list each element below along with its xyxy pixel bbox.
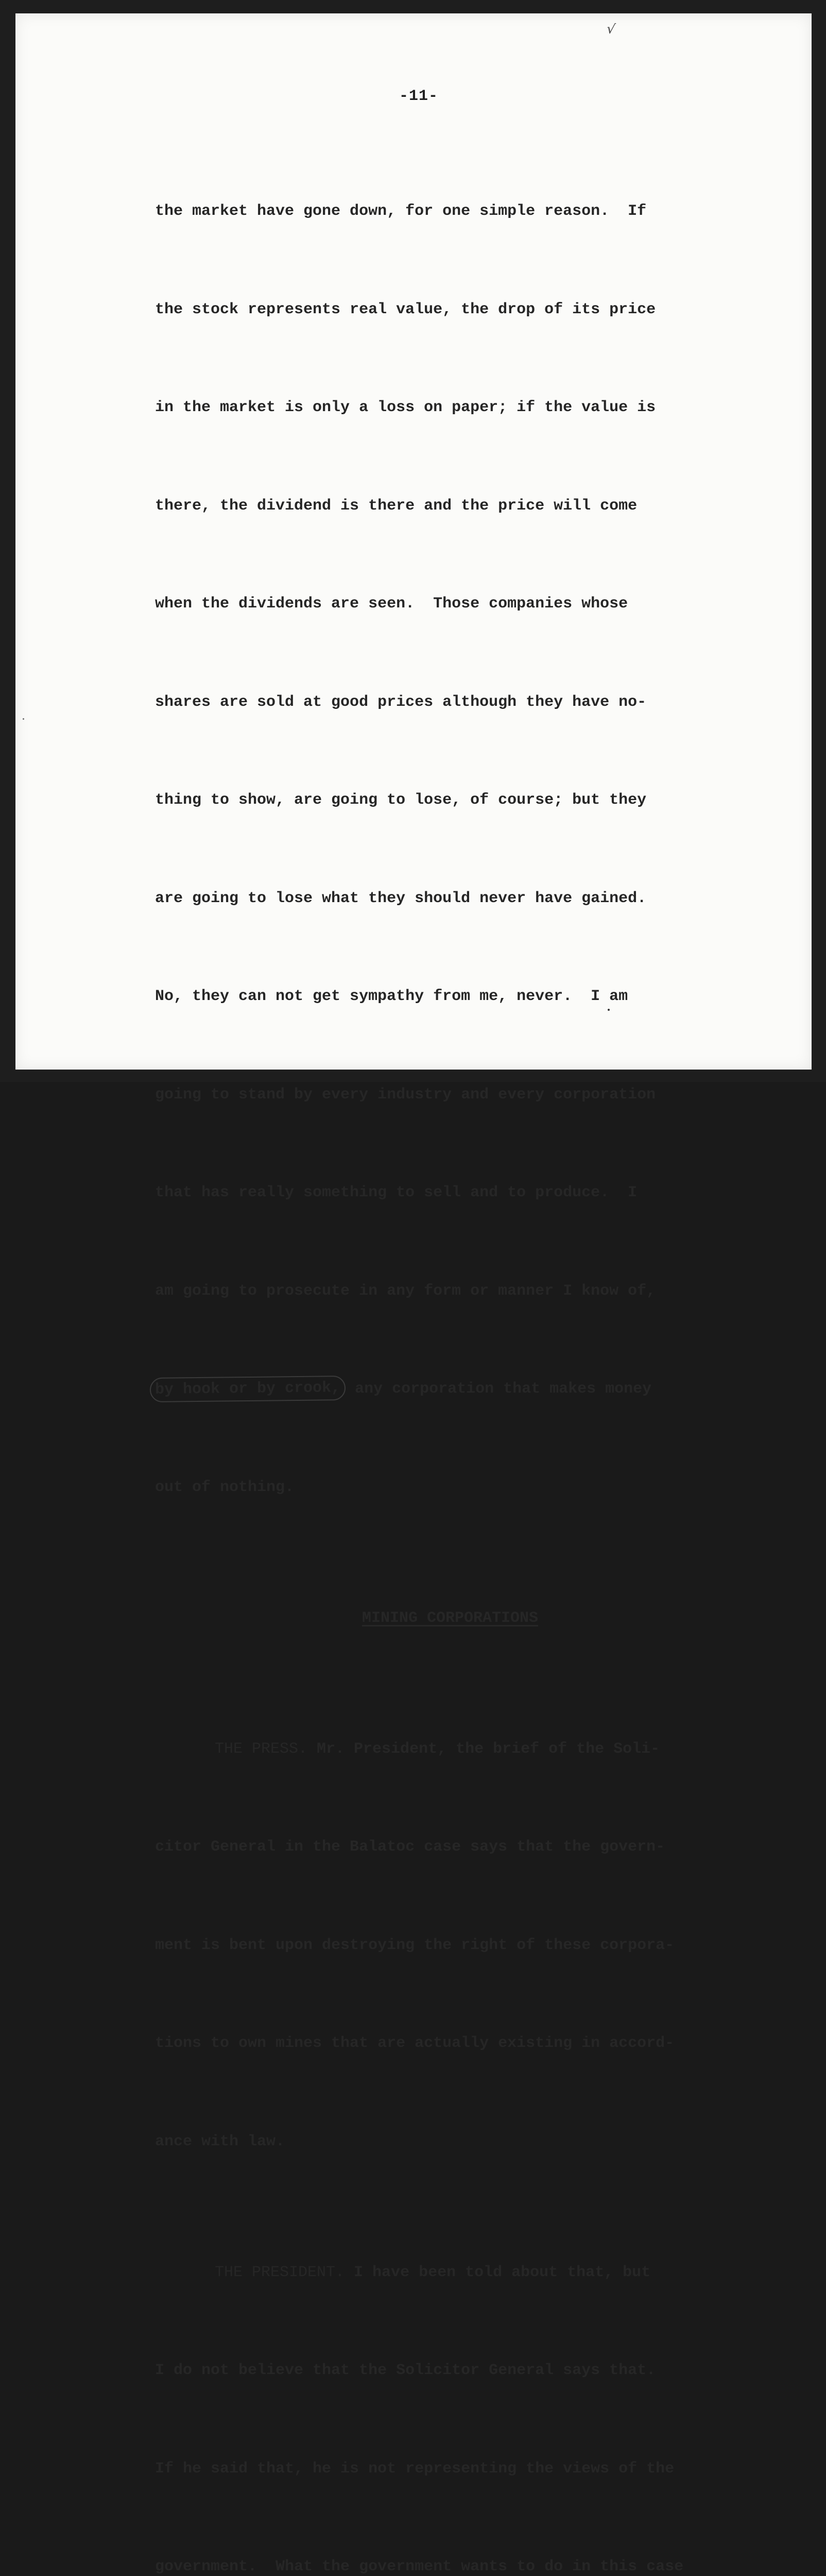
circled-phrase: by hook or by crook,: [150, 1376, 346, 1402]
text-line: that has really something to sell and to produce. I: [155, 1184, 638, 1201]
text-line: am going to prosecute in any form or manner I know of,: [155, 1282, 656, 1300]
text-line: shares are sold at good prices although they have no-: [155, 693, 647, 711]
text-line: tions to own mines that are actually existing in accord-: [155, 2035, 675, 2052]
text-fragment: any corporation that makes money: [346, 1380, 652, 1398]
text-fragment: Mr. President, the brief of the Soli-: [307, 1740, 660, 1758]
text-line: I do not believe that the Solicitor General says that.: [155, 2362, 656, 2379]
text-line: No, they can not get sympathy from me, never. I am: [155, 988, 628, 1005]
text-line: If he said that, he is not representing the views of the: [155, 2460, 675, 2478]
speaker-line: [155, 2257, 752, 2290]
speaker-label: THE PRESS.: [215, 1740, 308, 1758]
page-number: -11-: [399, 88, 439, 105]
text-line: there, the dividend is there and the price will come: [155, 497, 638, 515]
speaker-line: [155, 1733, 752, 1766]
text-line: going to stand by every industry and every corporation: [155, 1086, 656, 1104]
text-line: ance with law.: [155, 2132, 285, 2150]
text-fragment: I have been told about that, but: [345, 2263, 651, 2281]
text-line: citor General in the Balatoc case says that the govern-: [155, 1838, 665, 1856]
ink-speck: [608, 1009, 610, 1011]
text-line: government. What the government wants to do in this case: [155, 2558, 684, 2575]
transcript-body: [155, 130, 752, 2576]
text-line: when the dividends are seen. Those companies whose: [155, 595, 628, 613]
section-heading: MINING CORPORATIONS: [362, 1609, 539, 1627]
text-line: are going to lose what they should never have gained.: [155, 889, 647, 907]
text-line-circled: [155, 1373, 752, 1406]
ink-speck: [23, 718, 24, 720]
text-line: out of nothing.: [155, 1478, 295, 1496]
speaker-label: THE PRESIDENT.: [215, 2263, 345, 2281]
text-line: the market have gone down, for one simple reason. If: [155, 202, 647, 220]
text-line: thing to show, are going to lose, of course; but they: [155, 791, 647, 809]
text-line: ment is bent upon destroying the right of these corpora-: [155, 1936, 675, 1954]
text-line: in the market is only a loss on paper; if the value is: [155, 399, 656, 416]
check-mark: √: [605, 21, 616, 38]
text-line: the stock represents real value, the drop of its price: [155, 300, 656, 318]
